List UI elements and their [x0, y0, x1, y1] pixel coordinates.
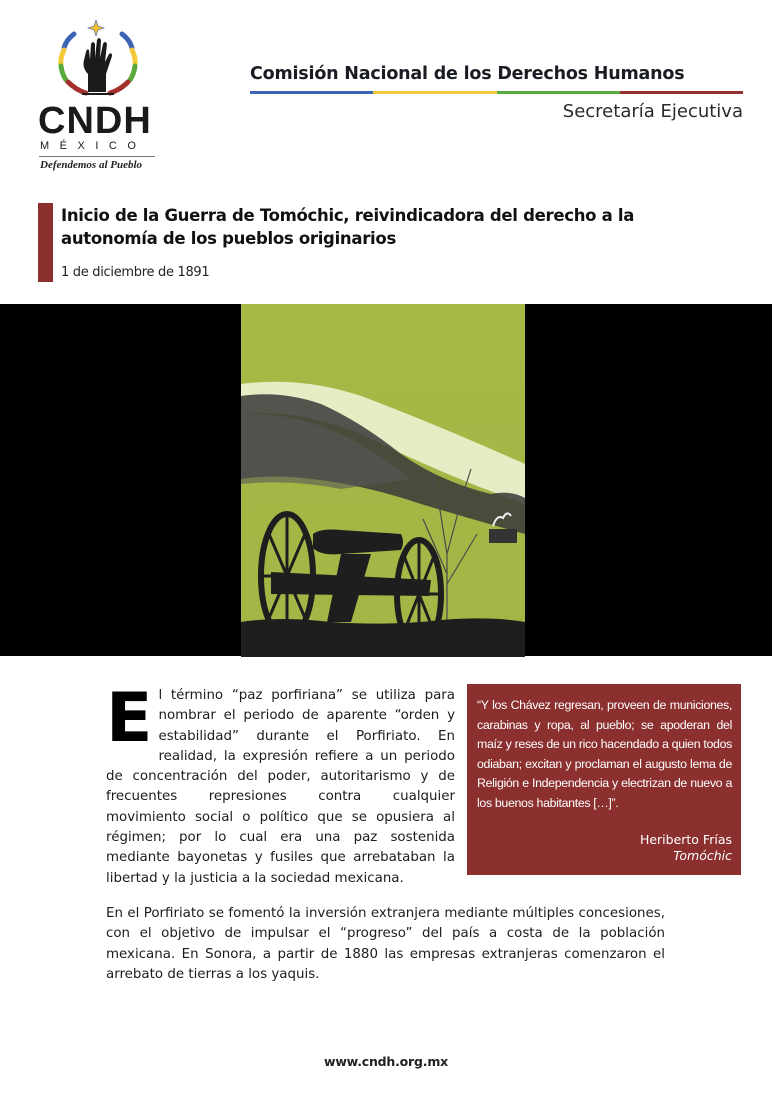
- tricolor-rule: [250, 91, 743, 94]
- cndh-logo: [36, 18, 160, 178]
- rule-segment-yellow: [373, 91, 496, 94]
- star-icon: [88, 20, 104, 36]
- quote-author: Heriberto Frías: [639, 831, 732, 847]
- quote-text: “Y los Chávez regresan, proveen de municiones, carabinas y ropa, al pueblo; se apoderan del maíz y reses de un rico hacendado a quien todos odiaban; excitan y proclaman el augusto lema de Religión e Independencia y electrizan de nuevo a los buenos habitantes […]”.: [477, 698, 732, 810]
- raised-hand-wreath-icon: [36, 18, 160, 100]
- logo-motto: Defendemos al Pueblo: [40, 159, 143, 171]
- rule-segment-blue: [250, 91, 373, 94]
- article-title: Inicio de la Guerra de Tomóchic, reivindicadora del derecho a la autonomía de los pueblos originarios: [61, 206, 635, 248]
- body-paragraph-1: [106, 679, 455, 889]
- organization-name: Comisión Nacional de los Derechos Humanos: [250, 64, 685, 84]
- rule-segment-green: [497, 91, 620, 94]
- quote-box: [467, 684, 741, 875]
- body-paragraph-2: En el Porfiriato se fomentó la inversión extranjera mediante múltiples concesiones, con el objetivo de impulsar el “progreso” del país a costa de la población mexicana. En Sonora, a partir de 1880 las empresas extranjeras comenzaron el arrebato de tierras a los yaquis.: [106, 906, 665, 982]
- rule-segment-red: [620, 91, 743, 94]
- article-date: 1 de diciembre de 1891: [61, 265, 210, 280]
- image-band: [0, 304, 772, 656]
- cannon-illustration: [241, 304, 525, 657]
- logo-acronym: CNDH: [38, 100, 152, 142]
- drop-cap: E: [106, 679, 153, 758]
- title-accent-bar: [38, 203, 53, 282]
- footer-website-link[interactable]: www.cndh.org.mx: [323, 1054, 449, 1069]
- logo-country: MÉXICO: [40, 140, 147, 152]
- department-name: Secretaría Ejecutiva: [562, 101, 743, 122]
- paragraph-1-text: l término “paz porfiriana” se utiliza para nombrar el periodo de aparente “orden y estabilidad” durante el Porfiriato. En realidad, la expresión refiere a un periodo de concentración del poder, autoritarismo y de frecuentes represiones contra cualquier movimiento social o político que se opusiera al régimen; por lo cual era una paz sostenida mediante bayonetas y fusiles que arrebataban la libertad y la justicia a la sociedad mexicana.: [106, 688, 455, 886]
- logo-divider: [39, 156, 155, 157]
- quote-source: Tomóchic: [673, 847, 732, 863]
